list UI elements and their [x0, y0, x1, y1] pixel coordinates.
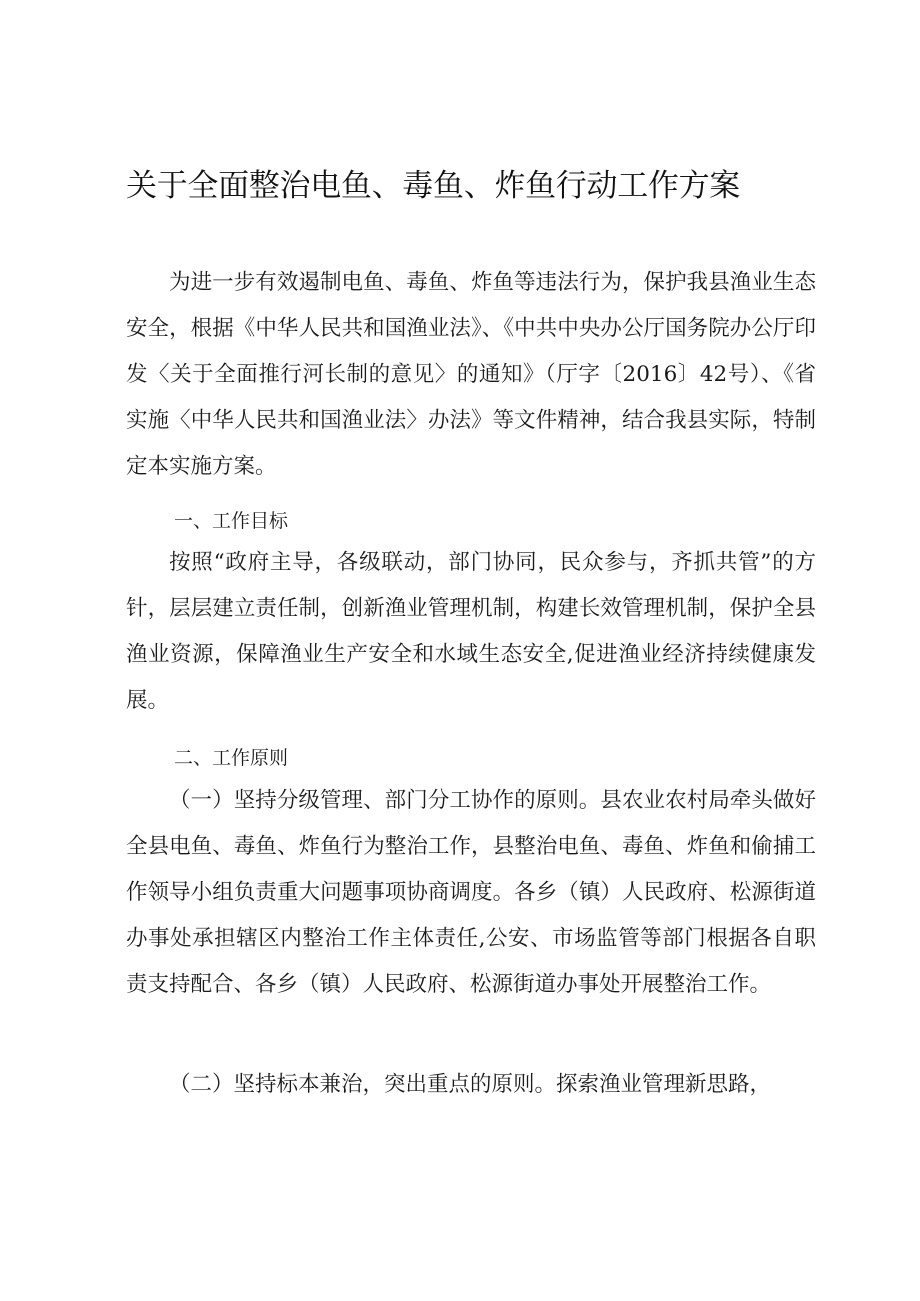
section-heading-goals: 一、工作目标	[174, 510, 289, 532]
goals-paragraph: 按照“政府主导，各级联动，部门协同，民众参与，齐抓共管”的方针，层层建立责任制，创新渔业管理机制，构建长效管理机制，保护全县渔业资源，保障渔业生产安全和水域生态安全,促进渔业经济持续健康发展。	[126, 550, 816, 713]
intro-paragraph: 为进一步有效遏制电鱼、毒鱼、炸鱼等违法行为，保护我县渔业生态安全，根据《中华人民共和国渔业法》、《中共中央办公厅国务院办公厅印发〈关于全面推行河长制的意见〉的通知》（厅字〔2016〕42号）、《省实施〈中华人民共和国渔业法〉办法》等文件精神，结合我县实际，特制定本实施方案。	[126, 270, 816, 479]
principle-paragraph-1: （一）坚持分级管理、部门分工协作的原则。县农业农村局牵头做好全县电鱼、毒鱼、炸鱼行为整治工作，县整治电鱼、毒鱼、炸鱼和偷捕工作领导小组负责重大问题事项协商调度。各乡（镇）人民政府、松源街道办事处承担辖区内整治工作主体责任,公安、市场监管等部门根据各自职责支持配合、各乡（镇）人民政府、松源街道办事处开展整治工作。	[126, 788, 816, 997]
section-heading-principles: 二、工作原则	[174, 747, 289, 769]
document-title: 关于全面整治电鱼、毒鱼、炸鱼行动工作方案	[126, 168, 740, 204]
principle-paragraph-2: （二）坚持标本兼治，突出重点的原则。探索渔业管理新思路，	[169, 1072, 772, 1097]
